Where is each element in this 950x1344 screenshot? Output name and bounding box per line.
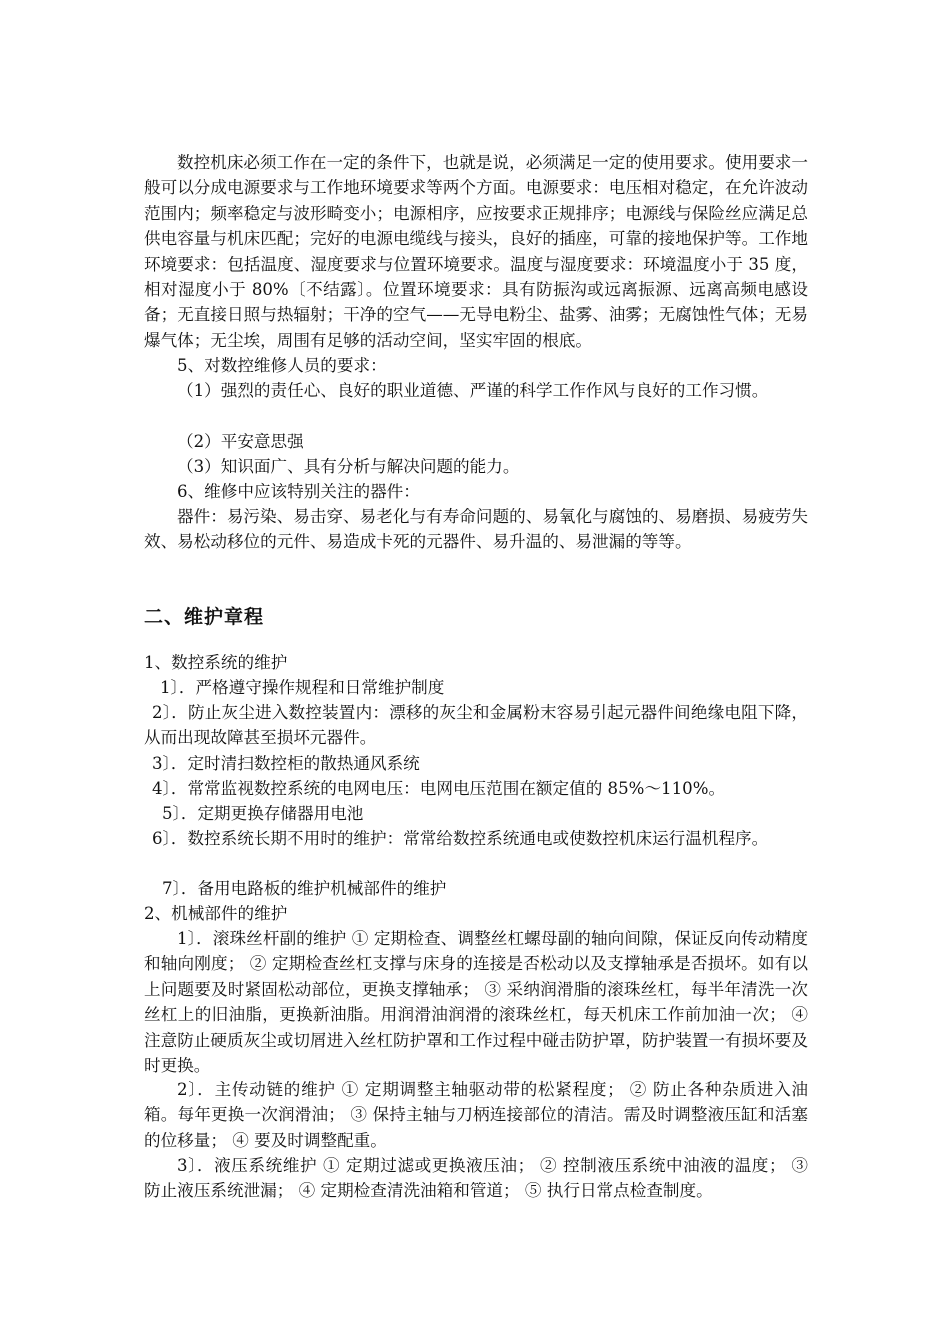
maintenance-item-2: 2〕．防止灰尘进入数控装置内：漂移的灰尘和金属粉末容易引起元器件间绝缘电阻下降，从而出现故障甚至损坏元器件。 <box>144 703 808 748</box>
maintenance-item-3: 3〕．定时清扫数控柜的散热通风系统 <box>152 754 420 773</box>
paragraph-requirement-2: （2）平安意思强 <box>177 432 304 451</box>
paragraph-repair-staff-heading: 5、对数控维修人员的要求： <box>177 356 387 375</box>
maintenance-main-drive: 2〕．主传动链的维护 ① 定期调整主轴驱动带的松紧程度； ② 防止各种杂质进入油箱。每年更换一次润滑油； ③ 保持主轴与刀柄连接部位的清洁。需及时调整液压缸和活塞的位移量； ④ 要及时调整配重。 <box>144 1080 808 1150</box>
maintenance-item-4: 4〕．常常监视数控系统的电网电压：电网电压范围在额定值的 85%～110%。 <box>152 779 726 798</box>
paragraph-components-heading: 6、维修中应该特别关注的器件： <box>177 482 420 501</box>
paragraph-requirement-1: （1）强烈的责任心、良好的职业道德、严谨的科学工作作风与良好的工作习惯。 <box>177 381 769 400</box>
maintenance-hydraulic: 3〕．液压系统维护 ① 定期过滤或更换液压油； ② 控制液压系统中油液的温度； ③ 防止液压系统泄漏； ④ 定期检查清洗油箱和管道； ⑤ 执行日常点检查制度。 <box>144 1156 808 1201</box>
maintenance-item-7: 7〕．备用电路板的维护机械部件的维护 <box>162 879 447 898</box>
paragraph-components: 器件：易污染、易击穿、易老化与有寿命问题的、易氧化与腐蚀的、易磨损、易疲劳失效、易松动移位的元件、易造成卡死的元器件、易升温的、易泄漏的等等。 <box>144 507 808 552</box>
section-heading: 二、维护章程 <box>144 606 265 628</box>
maintenance-ball-screw: 1〕．滚珠丝杆副的维护 ① 定期检查、调整丝杠螺母副的轴向间隙，保证反向传动精度和轴向刚度； ② 定期检查丝杠支撑与床身的连接是否松动以及支撑轴承是否损坏。如有以上问题要及时紧固松动部位，更换支撑轴承； ③ 采纳润滑脂的滚珠丝杠，每半年清洗一次丝杠上的旧油脂，更换新油脂。用润滑油润滑的滚珠丝杠，每天机床工作前加油一次； ④ 注意防止硬质灰尘或切屑进入丝杠防护罩和工作过程中碰击防护罩，防护装置一有损坏要及时更换。 <box>144 929 808 1076</box>
intro-paragraph: 数控机床必须工作在一定的条件下，也就是说，必须满足一定的使用要求。使用要求一般可以分成电源要求与工作地环境要求等两个方面。电源要求：电压相对稳定，在允许波动范围内；频率稳定与波形畸变小；电源相序，应按要求正规排序；电源线与保险丝应满足总供电容量与机床匹配；完好的电源电缆线与接头，良好的插座，可靠的接地保护等。工作地环境要求：包括温度、湿度要求与位置环境要求。温度与湿度要求：环境温度小于 35 度，相对湿度小于 80%〔不结露〕。位置环境要求：具有防振沟或远离振源、远离高频电感设备；无直接日照与热辐射；干净的空气——无导电粉尘、盐雾、油雾；无腐蚀性气体；无易爆气体；无尘埃，周围有足够的活动空间，坚实牢固的根底。 <box>144 153 808 350</box>
paragraph-requirement-3: （3）知识面广、具有分析与解决问题的能力。 <box>177 457 520 476</box>
maintenance-item-6: 6〕．数控系统长期不用时的维护：常常给数控系统通电或使数控机床运行温机程序。 <box>152 829 769 848</box>
maintenance-item-5: 5〕．定期更换存储器用电池 <box>162 804 364 823</box>
maintenance-item-cnc-system: 1、数控系统的维护 <box>144 653 288 672</box>
maintenance-item-mechanical: 2、机械部件的维护 <box>144 904 288 923</box>
maintenance-item-1: 1〕．严格遵守操作规程和日常维护制度 <box>160 678 445 697</box>
